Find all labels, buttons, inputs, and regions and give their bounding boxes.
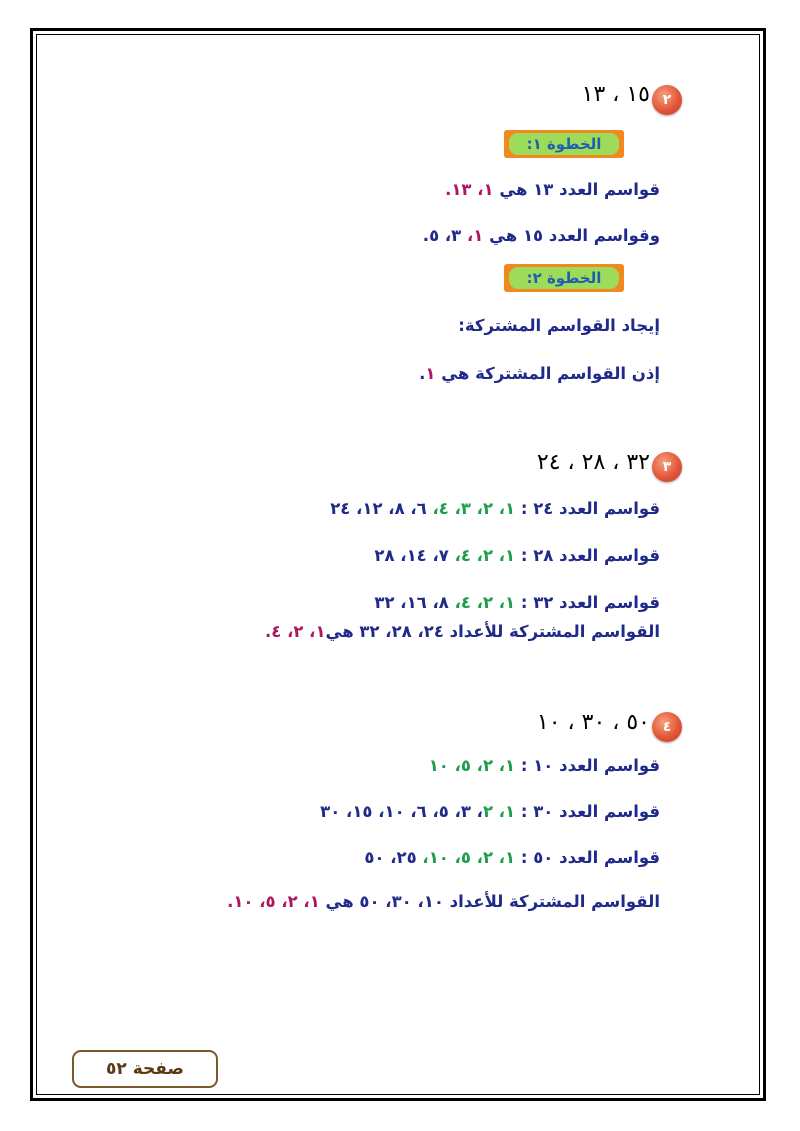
q3-row-common: ١، ٢، ٣، ٤، [432, 499, 516, 518]
q2-line4-text: إذن القواسم المشتركة هي [435, 364, 660, 383]
q4-divisors-30 [320, 802, 660, 821]
q4-row-label: قواسم العدد ٥٠ : [515, 848, 660, 867]
q4-divisors-10 [429, 756, 660, 775]
question-2-numbers: ١٥ ، ١٣ [581, 82, 650, 107]
question-3-numbers: ٣٢ ، ٢٨ ، ٢٤ [536, 450, 650, 475]
q2-line2-rest: ٣، ٥. [422, 226, 462, 245]
q3-row-rest: ٨، ١٦، ٣٢ [374, 593, 455, 612]
page-number-box [72, 1050, 218, 1088]
q3-row-common: ١، ٢، ٤، [454, 546, 516, 565]
q2-line2-highlight: ١، [461, 226, 484, 245]
q4-divisors-50 [364, 848, 660, 867]
q2-line4-rest: . [419, 364, 426, 383]
q3-row-common: ١، ٢، ٤، [454, 593, 516, 612]
q4-row-rest: ٢٥، ٥٠ [364, 848, 423, 867]
q3-row-label: قواسم العدد ٣٢ : [515, 593, 660, 612]
step-1-label [504, 130, 624, 158]
step-1-text: الخطوة ١: [509, 133, 619, 155]
q4-row-label: قواسم العدد ١٠ : [515, 756, 660, 775]
q2-common-heading: إيجاد القواسم المشتركة: [458, 316, 660, 335]
q3-row-rest: ٦، ٨، ١٢، ٢٤ [330, 499, 433, 518]
q4-summary-highlight: ١، ٢، ٥، ١٠. [227, 892, 320, 911]
q3-divisors-24 [330, 499, 660, 518]
q2-line2-text: وقواسم العدد ١٥ هي [483, 226, 660, 245]
q4-row-common: ١، ٢، ٥، ١٠ [428, 756, 516, 775]
q4-row-rest: ، ٣، ٥، ٦، ١٠، ١٥، ٣٠ [320, 802, 483, 821]
q3-summary-text: القواسم المشتركة للأعداد ٢٤، ٢٨، ٣٢ هي [325, 622, 660, 641]
q3-row-rest: ٧، ١٤، ٢٨ [374, 546, 455, 565]
q2-divisors-15 [423, 226, 660, 245]
q3-row-label: قواسم العدد ٢٨ : [515, 546, 660, 565]
q4-summary-line [227, 892, 660, 911]
step-2-text: الخطوة ٢: [509, 267, 619, 289]
question-3-badge: ٣ [652, 452, 682, 482]
q4-row-label: قواسم العدد ٣٠ : [515, 802, 660, 821]
q3-divisors-32 [374, 593, 660, 612]
q3-divisors-28 [374, 546, 660, 565]
step-2-label [504, 264, 624, 292]
q3-row-label: قواسم العدد ٢٤ : [515, 499, 660, 518]
question-4-badge: ٤ [652, 712, 682, 742]
q4-row-common: ١، ٢، ٥، ١٠، [422, 848, 516, 867]
q2-line1-highlight: ١، ١٣. [445, 180, 494, 199]
q2-line4-highlight: ١ [425, 364, 436, 383]
q4-summary-text: القواسم المشتركة للأعداد ١٠، ٣٠، ٥٠ هي [319, 892, 660, 911]
q3-summary-line [265, 622, 660, 641]
q4-row-common: ١، ٢ [482, 802, 516, 821]
q2-common-result [419, 364, 660, 383]
q2-divisors-13 [445, 180, 660, 199]
q3-summary-highlight: ١، ٢، ٤. [264, 622, 326, 641]
question-2-badge: ٢ [652, 85, 682, 115]
page-number: صفحة ٥٢ [106, 1059, 184, 1079]
question-4-numbers: ٥٠ ، ٣٠ ، ١٠ [536, 710, 650, 735]
q2-line1-text: قواسم العدد ١٣ هي [493, 180, 660, 199]
